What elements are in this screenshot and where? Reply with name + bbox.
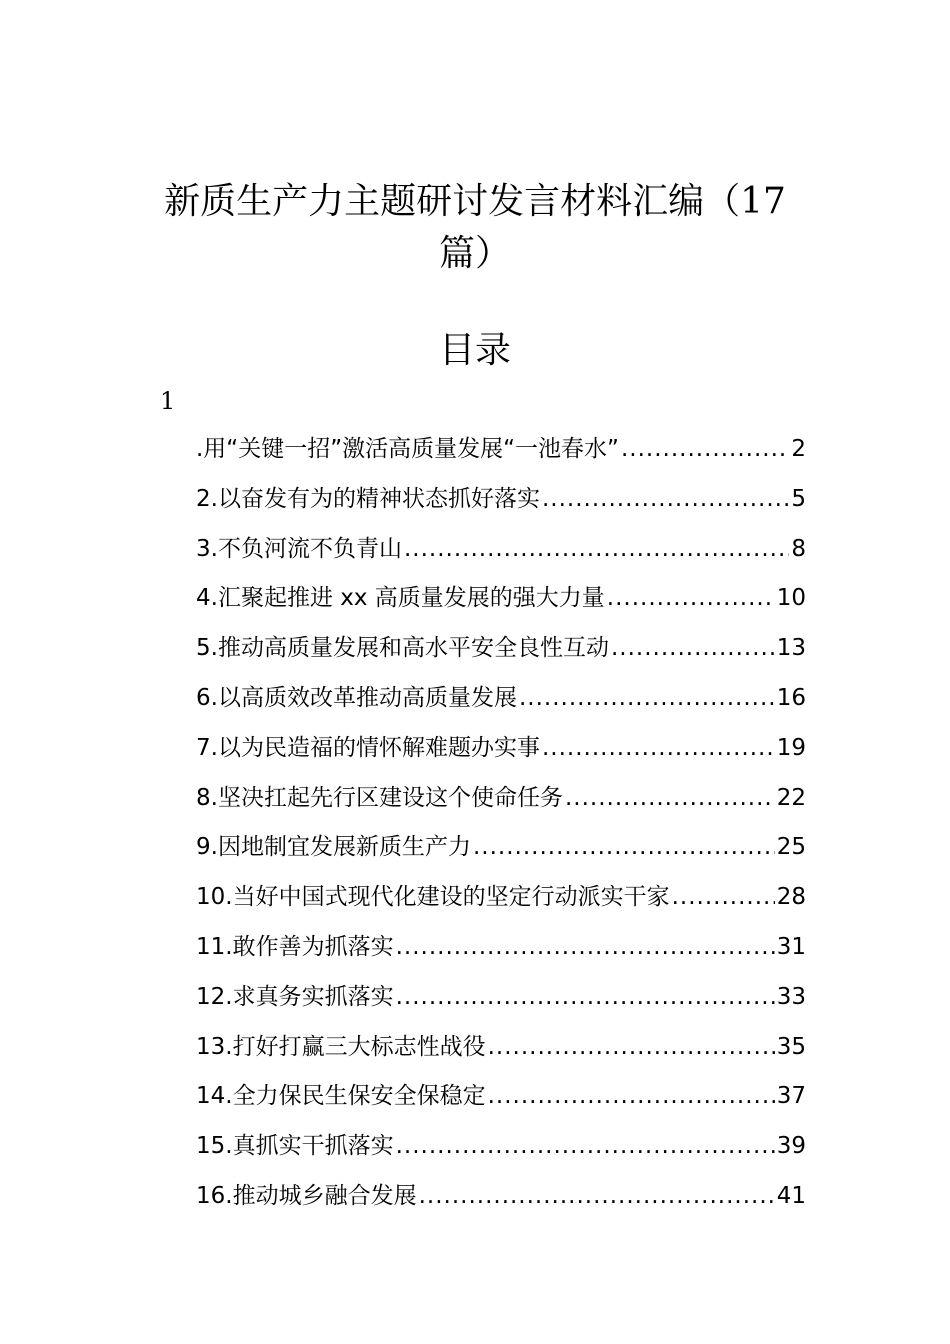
toc-entry-page-number: 25 bbox=[776, 834, 806, 861]
toc-entry[interactable] bbox=[196, 973, 806, 1023]
toc-entry-page-number: 28 bbox=[776, 884, 806, 911]
toc-leader-dots bbox=[396, 1122, 775, 1172]
toc-entry-page-number: 33 bbox=[776, 983, 806, 1010]
toc-entry-page-number: 2 bbox=[791, 436, 806, 462]
toc-leader-dots bbox=[607, 574, 775, 624]
toc-entry-page-number: 35 bbox=[776, 1033, 806, 1060]
toc-entry[interactable] bbox=[196, 823, 806, 873]
toc-entry-title: 16.推动城乡融合发展 bbox=[196, 1182, 417, 1209]
toc-leader-dots bbox=[488, 1072, 775, 1122]
toc-entry[interactable] bbox=[196, 425, 806, 475]
toc-entry[interactable] bbox=[196, 774, 806, 824]
toc-entry-title: 8.坚决扛起先行区建设这个使命任务 bbox=[196, 784, 563, 811]
toc-entry-page-number: 37 bbox=[776, 1083, 806, 1110]
document-title-text: 新质生产力主题研讨发言材料汇编（ bbox=[164, 181, 741, 222]
toc-entry-title: 13.打好打赢三大标志性战役 bbox=[196, 1033, 486, 1060]
toc-entry[interactable] bbox=[196, 674, 806, 724]
document-title-line-1 bbox=[120, 176, 830, 228]
toc-entry[interactable] bbox=[196, 525, 806, 575]
toc-leader-dots bbox=[542, 475, 789, 525]
toc-leader-dots bbox=[396, 973, 775, 1023]
toc-entry[interactable] bbox=[196, 1072, 806, 1122]
toc-entry[interactable] bbox=[196, 1023, 806, 1073]
toc-entry[interactable] bbox=[196, 1172, 806, 1222]
toc-entry-page-number: 41 bbox=[776, 1182, 806, 1209]
toc-heading: 目录 bbox=[438, 330, 511, 371]
toc-entry[interactable] bbox=[196, 624, 806, 674]
toc-entry-title: 6.以高质效改革推动高质量发展 bbox=[196, 684, 517, 711]
toc-leader-dots bbox=[488, 1023, 775, 1073]
toc-entry-page-number: 39 bbox=[776, 1133, 806, 1160]
list-marker: 1 bbox=[160, 387, 176, 415]
toc-entry-title: 7.以为民造福的情怀解难题办实事 bbox=[196, 734, 540, 761]
toc-leader-dots bbox=[396, 923, 775, 973]
toc-entry-page-number: 16 bbox=[776, 684, 806, 711]
toc-entry[interactable] bbox=[196, 873, 806, 923]
toc-leader-dots bbox=[621, 425, 789, 475]
document-title-line-2: 篇） bbox=[438, 233, 511, 274]
toc-entry[interactable] bbox=[196, 574, 806, 624]
toc-entry[interactable] bbox=[196, 724, 806, 774]
toc-entry-title: 5.推动高质量发展和高水平安全良性互动 bbox=[196, 635, 609, 662]
toc-entry-title: 2.以奋发有为的精神状态抓好落实 bbox=[196, 485, 540, 512]
document-title bbox=[120, 176, 830, 280]
table-of-contents bbox=[196, 425, 806, 1222]
toc-leader-dots bbox=[519, 674, 775, 724]
toc-entry-title: .用“关键一招”激活高质量发展“一池春水” bbox=[196, 436, 619, 462]
toc-leader-dots bbox=[611, 624, 775, 674]
toc-entry-page-number: 22 bbox=[776, 784, 806, 811]
toc-leader-dots bbox=[565, 774, 775, 824]
toc-entry-page-number: 10 bbox=[776, 585, 806, 612]
toc-entry-page-number: 31 bbox=[776, 933, 806, 960]
toc-entry-title: 3.不负河流不负青山 bbox=[196, 535, 402, 562]
toc-entry-title: 12.求真务实抓落实 bbox=[196, 983, 394, 1010]
toc-entry[interactable] bbox=[196, 923, 806, 973]
toc-leader-dots bbox=[473, 823, 775, 873]
toc-entry-title: 4.汇聚起推进 xx 高质量发展的强大力量 bbox=[196, 585, 605, 612]
toc-entry-title: 11.敢作善为抓落实 bbox=[196, 933, 394, 960]
toc-entry-page-number: 19 bbox=[776, 734, 806, 761]
toc-entry-title: 14.全力保民生保安全保稳定 bbox=[196, 1083, 486, 1110]
document-title-count: 17 bbox=[740, 181, 786, 222]
toc-entry-page-number: 5 bbox=[791, 485, 806, 512]
toc-entry-title: 9.因地制宜发展新质生产力 bbox=[196, 834, 471, 861]
toc-leader-dots bbox=[672, 873, 775, 923]
toc-entry-page-number: 13 bbox=[776, 635, 806, 662]
toc-entry-page-number: 8 bbox=[791, 535, 806, 562]
toc-leader-dots bbox=[542, 724, 775, 774]
toc-entry-title: 10.当好中国式现代化建设的坚定行动派实干家 bbox=[196, 884, 670, 911]
toc-entry[interactable] bbox=[196, 475, 806, 525]
toc-leader-dots bbox=[419, 1172, 775, 1222]
toc-leader-dots bbox=[404, 525, 789, 575]
toc-entry[interactable] bbox=[196, 1122, 806, 1172]
toc-entry-title: 15.真抓实干抓落实 bbox=[196, 1133, 394, 1160]
